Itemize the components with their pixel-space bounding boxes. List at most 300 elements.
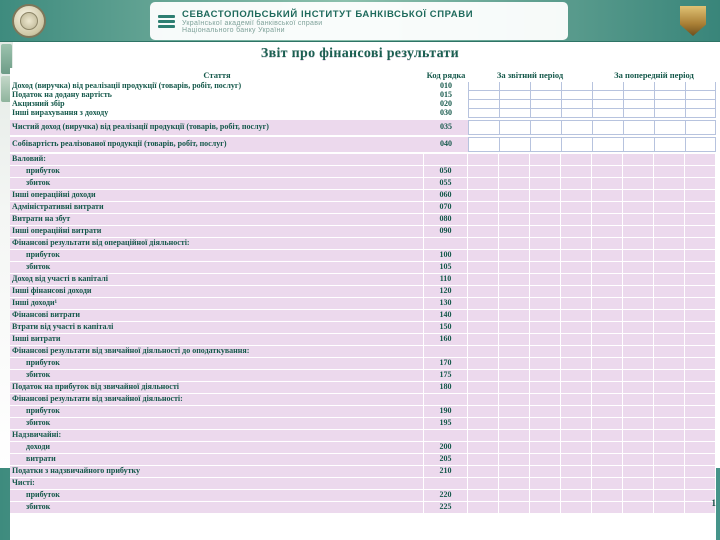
value-cell [561, 190, 592, 201]
code-cell [424, 346, 468, 357]
value-cell [685, 454, 716, 465]
value-cell [530, 298, 561, 309]
value-cell [654, 442, 685, 453]
value-cell [623, 430, 654, 441]
city-crest-icon [680, 4, 706, 38]
value-cell [468, 262, 499, 273]
value-cell [623, 154, 654, 165]
value-cell [499, 286, 530, 297]
nbu-bars-icon [158, 15, 175, 28]
value-cell [654, 418, 685, 429]
value-cell [468, 310, 499, 321]
value-cell [561, 274, 592, 285]
value-cell [685, 82, 716, 91]
value-cell [530, 418, 561, 429]
value-cell [530, 322, 561, 333]
value-cell [685, 109, 716, 118]
value-cell [592, 274, 623, 285]
slide-number: 1 [711, 498, 716, 508]
value-cell [468, 298, 499, 309]
value-cell [561, 370, 592, 381]
value-cell [468, 430, 499, 441]
seal-inner-circle [20, 12, 38, 30]
value-cell [623, 274, 654, 285]
value-cell [530, 346, 561, 357]
institute-name: СЕВАСТОПОЛЬСЬКИЙ ІНСТИТУТ БАНКІВСЬКОЇ СПРАВИ [182, 8, 474, 20]
value-cell [561, 109, 592, 118]
value-cell [654, 262, 685, 273]
code-cell: 055 [424, 178, 468, 189]
value-cell [592, 502, 623, 513]
code-cell: 150 [424, 322, 468, 333]
value-cell [592, 109, 623, 118]
value-cell [623, 190, 654, 201]
article-cell: прибуток [10, 406, 424, 417]
value-cell [623, 100, 654, 109]
value-cell [468, 286, 499, 297]
value-cell [561, 137, 592, 152]
value-cell [592, 346, 623, 357]
value-cell [530, 334, 561, 345]
value-cell [623, 478, 654, 489]
article-cell: збиток [10, 178, 424, 189]
value-cell [468, 418, 499, 429]
value-cell [561, 346, 592, 357]
value-cell [623, 310, 654, 321]
value-cell [499, 154, 530, 165]
value-cell [468, 190, 499, 201]
value-cell [468, 226, 499, 237]
value-cell [623, 262, 654, 273]
value-cell [561, 178, 592, 189]
value-cell [592, 91, 623, 100]
article-cell: Валовий: [10, 154, 424, 165]
value-cell [654, 190, 685, 201]
value-cell [468, 100, 499, 109]
value-cell [592, 454, 623, 465]
table-row [10, 454, 716, 466]
code-cell: 015 [440, 90, 452, 100]
value-cell [499, 490, 530, 501]
value-cell [468, 370, 499, 381]
code-cell: 170 [424, 358, 468, 369]
value-cell [654, 100, 685, 109]
table-row [10, 274, 716, 286]
article-cell: Чисті: [10, 478, 424, 489]
value-cell [530, 214, 561, 225]
value-cell [623, 358, 654, 369]
article-cell: Надзвичайні: [10, 430, 424, 441]
value-cell [654, 322, 685, 333]
table-row [10, 120, 716, 135]
value-cell [654, 358, 685, 369]
value-cell [530, 430, 561, 441]
article-cell: Втрати від участі в капіталі [10, 322, 424, 333]
value-cell [654, 370, 685, 381]
article-cell: Податок на додану вартість [12, 90, 112, 100]
value-cell [530, 502, 561, 513]
table-row [10, 202, 716, 214]
code-cell: 090 [424, 226, 468, 237]
value-cell [592, 262, 623, 273]
value-cell [685, 430, 716, 441]
value-cell [499, 346, 530, 357]
value-cell [530, 137, 561, 152]
table-row [10, 214, 716, 226]
value-cell [499, 370, 530, 381]
value-cell [530, 238, 561, 249]
value-cell [499, 238, 530, 249]
code-cell: 120 [424, 286, 468, 297]
value-cell [530, 166, 561, 177]
article-cell: Собівартість реалізованої продукції (товарів, робіт, послуг) [12, 139, 227, 149]
table-row [10, 370, 716, 382]
value-cell [561, 91, 592, 100]
value-cell [468, 490, 499, 501]
value-cell [468, 154, 499, 165]
value-cell [592, 137, 623, 152]
value-cell [654, 334, 685, 345]
article-cell: Витрати на збут [10, 214, 424, 225]
value-cell [499, 310, 530, 321]
code-cell: 030 [440, 108, 452, 118]
value-cell [561, 214, 592, 225]
article-cell: збиток [10, 418, 424, 429]
value-cell [561, 298, 592, 309]
table-row [10, 502, 716, 514]
value-cell [685, 100, 716, 109]
value-cell [592, 190, 623, 201]
col-header-previous-period: За попередній період [614, 69, 694, 80]
value-cell [654, 394, 685, 405]
table-row [10, 478, 716, 490]
article-cell: Чистий доход (виручка) від реалізації продукції (товарів, робіт, послуг) [12, 122, 269, 132]
table-body [10, 82, 716, 514]
value-cell [468, 91, 499, 100]
article-cell: прибуток [10, 166, 424, 177]
value-cell [499, 502, 530, 513]
article-cell: Податок на прибуток від звичайної діяльності [10, 382, 424, 393]
value-cell [623, 502, 654, 513]
value-cell [623, 137, 654, 152]
value-cell [623, 490, 654, 501]
value-cell [592, 370, 623, 381]
value-cell [592, 478, 623, 489]
value-cell [468, 454, 499, 465]
value-cell [530, 382, 561, 393]
value-cell [654, 382, 685, 393]
article-cell: прибуток [10, 490, 424, 501]
code-cell [424, 430, 468, 441]
value-cell [654, 202, 685, 213]
value-cell [685, 166, 716, 177]
value-cell [561, 382, 592, 393]
article-cell: Акцизний збір [12, 99, 65, 109]
value-cell [561, 310, 592, 321]
value-cell [499, 226, 530, 237]
value-cell [468, 238, 499, 249]
table-row [10, 100, 716, 109]
table-row [10, 394, 716, 406]
code-cell: 210 [424, 466, 468, 477]
article-cell: Фінансові результати від звичайної діяльності: [10, 394, 424, 405]
article-cell: витрати [10, 454, 424, 465]
table-row [10, 286, 716, 298]
table-row [10, 334, 716, 346]
code-cell: 140 [424, 310, 468, 321]
value-cell [685, 274, 716, 285]
value-cell [623, 442, 654, 453]
value-cell [468, 334, 499, 345]
code-cell: 180 [424, 382, 468, 393]
value-cell [654, 346, 685, 357]
value-cell [468, 137, 499, 152]
value-cell [468, 442, 499, 453]
code-cell: 130 [424, 298, 468, 309]
value-cell [561, 454, 592, 465]
value-cell [530, 91, 561, 100]
value-cell [561, 250, 592, 261]
col-header-reporting-period: За звітний період [496, 69, 564, 80]
value-cell [623, 286, 654, 297]
table-row [10, 406, 716, 418]
value-cell [623, 238, 654, 249]
table-row [10, 190, 716, 202]
value-cell [530, 274, 561, 285]
code-cell: 110 [424, 274, 468, 285]
value-cell [654, 454, 685, 465]
value-cell [654, 298, 685, 309]
value-cell [654, 154, 685, 165]
table-row [10, 250, 716, 262]
value-cell [654, 478, 685, 489]
code-cell: 020 [440, 99, 452, 109]
value-cell [468, 466, 499, 477]
value-cell [654, 466, 685, 477]
table-row [10, 442, 716, 454]
value-cell [623, 214, 654, 225]
value-cell [592, 466, 623, 477]
value-cell [530, 82, 561, 91]
article-cell: збиток [10, 262, 424, 273]
value-cell [685, 286, 716, 297]
code-cell: 175 [424, 370, 468, 381]
value-cell [623, 334, 654, 345]
table-row [10, 262, 716, 274]
value-cell [499, 430, 530, 441]
value-cell [561, 100, 592, 109]
value-cell [654, 214, 685, 225]
bank-name: Національного банку України [182, 26, 285, 34]
value-cell [685, 250, 716, 261]
article-cell: Доход (виручка) від реалізації продукції (товарів, робіт, послуг) [12, 81, 242, 91]
table-row [10, 298, 716, 310]
value-cell [468, 478, 499, 489]
article-cell: Доход від участі в капіталі [10, 274, 424, 285]
value-cell [468, 178, 499, 189]
code-cell: 190 [424, 406, 468, 417]
value-cell [623, 394, 654, 405]
value-cell [592, 178, 623, 189]
value-cell [685, 334, 716, 345]
value-cell [530, 178, 561, 189]
value-cell [561, 120, 592, 135]
table-row [10, 466, 716, 478]
value-cell [592, 166, 623, 177]
article-cell: Інші фінансові доходи [10, 286, 424, 297]
table-row [10, 137, 716, 152]
value-cell [561, 82, 592, 91]
table-row [10, 91, 716, 100]
value-cell [499, 109, 530, 118]
value-cell [499, 178, 530, 189]
value-cell [654, 137, 685, 152]
value-cell [592, 310, 623, 321]
value-cell [561, 430, 592, 441]
value-cell [623, 382, 654, 393]
value-cell [561, 406, 592, 417]
value-cell [623, 91, 654, 100]
value-cell [499, 406, 530, 417]
value-cell [623, 178, 654, 189]
article-cell: збиток [10, 370, 424, 381]
table-header-row [10, 68, 716, 82]
value-cell [468, 322, 499, 333]
value-cell [592, 82, 623, 91]
value-cell [530, 478, 561, 489]
value-cell [561, 394, 592, 405]
value-cell [530, 466, 561, 477]
table-row [10, 154, 716, 166]
value-cell [685, 382, 716, 393]
value-cell [499, 274, 530, 285]
value-cell [499, 298, 530, 309]
financial-results-table [10, 68, 716, 540]
value-cell [561, 166, 592, 177]
value-cell [623, 454, 654, 465]
code-cell: 035 [440, 122, 452, 132]
code-cell [424, 238, 468, 249]
value-cell [685, 202, 716, 213]
article-cell: збиток [10, 502, 424, 513]
value-cell [654, 286, 685, 297]
value-cell [592, 334, 623, 345]
value-cell [685, 178, 716, 189]
value-cell [592, 418, 623, 429]
value-cell [685, 137, 716, 152]
table-row [10, 109, 716, 118]
value-cell [592, 298, 623, 309]
value-cell [499, 202, 530, 213]
value-cell [685, 370, 716, 381]
article-cell: Фінансові результати від звичайної діяльності до оподаткування: [10, 346, 424, 357]
table-row [10, 418, 716, 430]
value-cell [499, 137, 530, 152]
value-cell [592, 322, 623, 333]
article-cell: Інші вирахування з доходу [12, 108, 109, 118]
value-cell [592, 430, 623, 441]
value-cell [623, 346, 654, 357]
value-cell [468, 214, 499, 225]
value-cell [468, 394, 499, 405]
value-cell [685, 418, 716, 429]
value-cell [654, 226, 685, 237]
value-cell [468, 109, 499, 118]
value-cell [530, 109, 561, 118]
value-cell [592, 100, 623, 109]
value-cell [530, 154, 561, 165]
value-cell [685, 358, 716, 369]
value-cell [623, 226, 654, 237]
institute-seal-icon [12, 4, 46, 38]
value-cell [561, 418, 592, 429]
value-cell [623, 166, 654, 177]
value-cell [561, 358, 592, 369]
code-cell [424, 154, 468, 165]
table-row [10, 82, 716, 91]
article-cell: Інші доходи¹ [10, 298, 424, 309]
article-cell: Адміністративні витрати [10, 202, 424, 213]
value-cell [592, 358, 623, 369]
value-cell [499, 478, 530, 489]
value-cell [530, 262, 561, 273]
value-cell [654, 166, 685, 177]
value-cell [623, 418, 654, 429]
value-cell [623, 202, 654, 213]
value-cell [623, 250, 654, 261]
value-cell [654, 490, 685, 501]
value-cell [499, 418, 530, 429]
value-cell [592, 202, 623, 213]
value-cell [654, 406, 685, 417]
value-cell [685, 406, 716, 417]
table-row [10, 322, 716, 334]
value-cell [530, 310, 561, 321]
value-cell [561, 286, 592, 297]
value-cell [530, 406, 561, 417]
code-cell: 010 [440, 81, 452, 91]
article-cell: прибуток [10, 358, 424, 369]
value-cell [561, 502, 592, 513]
value-cell [685, 154, 716, 165]
value-cell [592, 286, 623, 297]
table-row [10, 382, 716, 394]
value-cell [654, 82, 685, 91]
col-header-code: Код рядка [426, 69, 466, 80]
value-cell [530, 202, 561, 213]
value-cell [685, 394, 716, 405]
value-cell [468, 120, 499, 135]
value-cell [561, 442, 592, 453]
table-row [10, 358, 716, 370]
code-cell: 070 [424, 202, 468, 213]
value-cell [530, 370, 561, 381]
value-cell [499, 442, 530, 453]
value-cell [685, 322, 716, 333]
value-cell [561, 478, 592, 489]
value-cell [592, 382, 623, 393]
value-cell [499, 262, 530, 273]
value-cell [654, 250, 685, 261]
code-cell: 100 [424, 250, 468, 261]
article-cell: доходи [10, 442, 424, 453]
academy-name: Української академії банківської справи [182, 19, 323, 27]
value-cell [468, 382, 499, 393]
page-title: Звіт про фінансові результати [260, 46, 460, 61]
value-cell [592, 490, 623, 501]
value-cell [654, 502, 685, 513]
article-cell: Податки з надзвичайного прибутку [10, 466, 424, 477]
